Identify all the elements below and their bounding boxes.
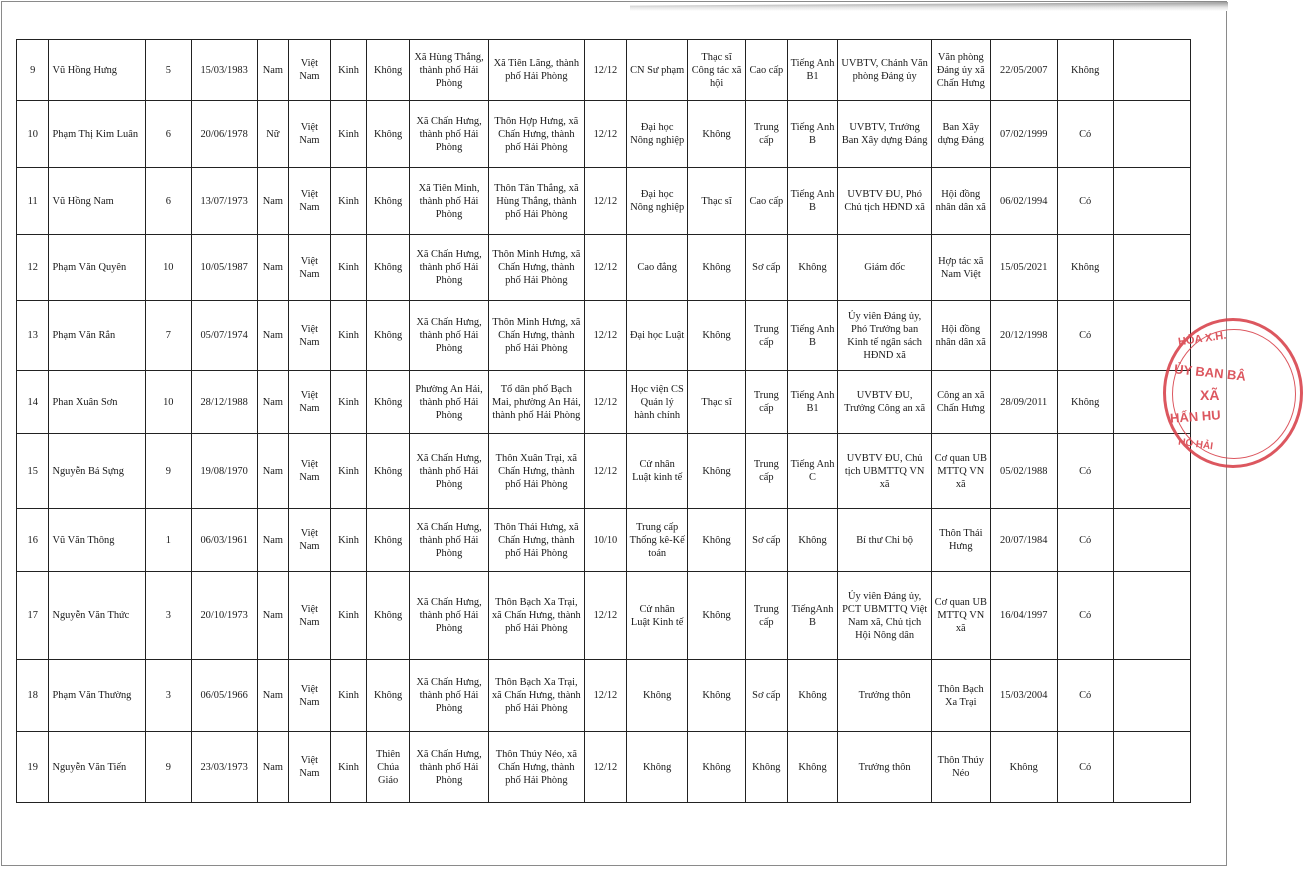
- cell-position: Ủy viên Đảng ủy, PCT UBMTTQ Việt Nam xã, Chủ tịch Hội Nông dân: [838, 572, 931, 660]
- cell-academic-degree: Thạc sĩ Công tác xã hội: [688, 40, 746, 101]
- cell-hometown: Xã Hùng Thắng, thành phố Hải Phòng: [409, 40, 488, 101]
- cell-number: 1: [145, 509, 191, 572]
- cell-position: UVBTV, Trưởng Ban Xây dựng Đảng: [838, 101, 931, 168]
- cell-professional-degree: Cử nhân Luật Kinh tế: [627, 572, 688, 660]
- cell-full-name: Vũ Hồng Hưng: [49, 40, 145, 101]
- cell-party-join-date: 20/07/1984: [990, 509, 1057, 572]
- cell-hometown: Xã Tiên Minh, thành phố Hải Phòng: [409, 168, 488, 235]
- cell-nationality: Việt Nam: [289, 371, 331, 434]
- cell-party-join-date: Không: [990, 732, 1057, 803]
- cell-birth-date: 23/03/1973: [191, 732, 257, 803]
- cell-birth-date: 06/05/1966: [191, 660, 257, 732]
- cell-hometown: Xã Chấn Hưng, thành phố Hải Phòng: [409, 732, 488, 803]
- cell-academic-degree: Thạc sĩ: [688, 168, 746, 235]
- cell-birth-date: 10/05/1987: [191, 235, 257, 301]
- cell-council-delegate: Có: [1057, 168, 1113, 235]
- cell-professional-degree: Không: [627, 660, 688, 732]
- cell-general-education: 12/12: [584, 301, 627, 371]
- cell-political-theory: Trung cấp: [746, 101, 788, 168]
- table-row: [17, 168, 1191, 235]
- cell-gender: Nam: [257, 732, 288, 803]
- cell-ethnicity: Kinh: [330, 40, 367, 101]
- cell-general-education: 10/10: [584, 509, 627, 572]
- cell-ethnicity: Kinh: [330, 572, 367, 660]
- cell-nationality: Việt Nam: [289, 509, 331, 572]
- cell-residence: Thôn Thúy Néo, xã Chấn Hưng, thành phố Hải Phòng: [489, 732, 584, 803]
- seal-text-2: ỦY BAN BÂ: [1173, 361, 1247, 384]
- cell-general-education: 12/12: [584, 434, 627, 509]
- cell-ethnicity: Kinh: [330, 371, 367, 434]
- cell-gender: Nam: [257, 434, 288, 509]
- cell-workplace: Thôn Thúy Néo: [931, 732, 990, 803]
- cell-gender: Nam: [257, 371, 288, 434]
- cell-hometown: Xã Chấn Hưng, thành phố Hải Phòng: [409, 301, 488, 371]
- cell-residence: Thôn Bạch Xa Trại, xã Chấn Hưng, thành phố Hải Phòng: [489, 660, 584, 732]
- cell-full-name: Phạm Văn Quyên: [49, 235, 145, 301]
- cell-professional-degree: Đại học Luật: [627, 301, 688, 371]
- cell-general-education: 12/12: [584, 572, 627, 660]
- cell-religion: Không: [367, 168, 410, 235]
- cell-political-theory: Trung cấp: [746, 572, 788, 660]
- cell-professional-degree: CN Sư phạm: [627, 40, 688, 101]
- cell-foreign-language: Không: [787, 660, 838, 732]
- cell-academic-degree: Không: [688, 434, 746, 509]
- cell-party-join-date: 06/02/1994: [990, 168, 1057, 235]
- cell-position: Ủy viên Đảng ủy, Phó Trưởng ban Kinh tế ngân sách HĐND xã: [838, 301, 931, 371]
- cell-foreign-language: Không: [787, 235, 838, 301]
- cell-gender: Nam: [257, 235, 288, 301]
- cell-workplace: Hội đồng nhân dân xã: [931, 301, 990, 371]
- cell-political-theory: Sơ cấp: [746, 509, 788, 572]
- cell-position: UVBTV ĐU, Chủ tịch UBMTTQ VN xã: [838, 434, 931, 509]
- cell-hometown: Xã Chấn Hưng, thành phố Hải Phòng: [409, 572, 488, 660]
- cell-academic-degree: Thạc sĩ: [688, 371, 746, 434]
- cell-foreign-language: Tiếng Anh B1: [787, 371, 838, 434]
- cell-hometown: Phường An Hải, thành phố Hải Phòng: [409, 371, 488, 434]
- cell-party-join-date: 28/09/2011: [990, 371, 1057, 434]
- cell-stt: 10: [17, 101, 49, 168]
- cell-full-name: Nguyễn Văn Thức: [49, 572, 145, 660]
- cell-foreign-language: Không: [787, 732, 838, 803]
- cell-birth-date: 06/03/1961: [191, 509, 257, 572]
- cell-notes: [1113, 168, 1190, 235]
- cell-ethnicity: Kinh: [330, 168, 367, 235]
- cell-hometown: Xã Chấn Hưng, thành phố Hải Phòng: [409, 235, 488, 301]
- cell-party-join-date: 07/02/1999: [990, 101, 1057, 168]
- cell-notes: [1113, 40, 1190, 101]
- cell-political-theory: Trung cấp: [746, 371, 788, 434]
- cell-professional-degree: Đại học Nông nghiệp: [627, 101, 688, 168]
- cell-workplace: Thôn Thái Hưng: [931, 509, 990, 572]
- cell-birth-date: 20/06/1978: [191, 101, 257, 168]
- candidate-table: [16, 39, 1191, 803]
- table-row: [17, 301, 1191, 371]
- cell-number: 10: [145, 235, 191, 301]
- cell-religion: Thiên Chúa Giáo: [367, 732, 410, 803]
- cell-workplace: Văn phòng Đảng ủy xã Chấn Hưng: [931, 40, 990, 101]
- cell-foreign-language: Tiếng Anh C: [787, 434, 838, 509]
- cell-birth-date: 05/07/1974: [191, 301, 257, 371]
- cell-party-join-date: 05/02/1988: [990, 434, 1057, 509]
- cell-council-delegate: Không: [1057, 40, 1113, 101]
- cell-nationality: Việt Nam: [289, 434, 331, 509]
- cell-ethnicity: Kinh: [330, 434, 367, 509]
- cell-nationality: Việt Nam: [289, 732, 331, 803]
- cell-full-name: Nguyễn Văn Tiến: [49, 732, 145, 803]
- cell-stt: 14: [17, 371, 49, 434]
- cell-political-theory: Cao cấp: [746, 168, 788, 235]
- cell-council-delegate: Có: [1057, 509, 1113, 572]
- cell-council-delegate: Không: [1057, 371, 1113, 434]
- cell-stt: 19: [17, 732, 49, 803]
- cell-foreign-language: Tiếng Anh B: [787, 101, 838, 168]
- cell-notes: [1113, 235, 1190, 301]
- cell-gender: Nam: [257, 40, 288, 101]
- cell-ethnicity: Kinh: [330, 660, 367, 732]
- cell-nationality: Việt Nam: [289, 40, 331, 101]
- cell-nationality: Việt Nam: [289, 301, 331, 371]
- cell-religion: Không: [367, 371, 410, 434]
- cell-council-delegate: Có: [1057, 572, 1113, 660]
- table-row: [17, 434, 1191, 509]
- cell-religion: Không: [367, 101, 410, 168]
- cell-religion: Không: [367, 235, 410, 301]
- cell-foreign-language: Không: [787, 509, 838, 572]
- cell-position: Trưởng thôn: [838, 732, 931, 803]
- cell-gender: Nữ: [257, 101, 288, 168]
- table-row: [17, 572, 1191, 660]
- cell-council-delegate: Có: [1057, 434, 1113, 509]
- cell-position: UVBTV ĐU, Phó Chủ tịch HĐND xã: [838, 168, 931, 235]
- cell-workplace: Công an xã Chấn Hưng: [931, 371, 990, 434]
- cell-residence: Thôn Minh Hưng, xã Chấn Hưng, thành phố Hải Phòng: [489, 235, 584, 301]
- cell-academic-degree: Không: [688, 301, 746, 371]
- cell-religion: Không: [367, 660, 410, 732]
- cell-full-name: Phạm Thị Kim Luân: [49, 101, 145, 168]
- cell-residence: Thôn Hợp Hưng, xã Chấn Hưng, thành phố Hải Phòng: [489, 101, 584, 168]
- cell-notes: [1113, 732, 1190, 803]
- cell-number: 6: [145, 101, 191, 168]
- cell-professional-degree: Không: [627, 732, 688, 803]
- cell-political-theory: Cao cấp: [746, 40, 788, 101]
- cell-general-education: 12/12: [584, 235, 627, 301]
- cell-party-join-date: 15/05/2021: [990, 235, 1057, 301]
- cell-professional-degree: Cao đẳng: [627, 235, 688, 301]
- cell-residence: Thôn Tân Thắng, xã Hùng Thắng, thành phố Hải Phòng: [489, 168, 584, 235]
- cell-birth-date: 13/07/1973: [191, 168, 257, 235]
- seal-text-1: HÒA X.H.: [1177, 329, 1228, 349]
- cell-residence: Thôn Minh Hưng, xã Chấn Hưng, thành phố Hải Phòng: [489, 301, 584, 371]
- cell-residence: Thôn Thái Hưng, xã Chấn Hưng, thành phố Hải Phòng: [489, 509, 584, 572]
- table-row: [17, 235, 1191, 301]
- cell-political-theory: Trung cấp: [746, 301, 788, 371]
- cell-position: UVBTV, Chánh Văn phòng Đảng ủy: [838, 40, 931, 101]
- cell-professional-degree: Đại học Nông nghiệp: [627, 168, 688, 235]
- cell-number: 3: [145, 660, 191, 732]
- cell-number: 3: [145, 572, 191, 660]
- cell-nationality: Việt Nam: [289, 101, 331, 168]
- cell-notes: [1113, 509, 1190, 572]
- cell-notes: [1113, 572, 1190, 660]
- cell-full-name: Vũ Văn Thông: [49, 509, 145, 572]
- cell-workplace: Cơ quan UB MTTQ VN xã: [931, 572, 990, 660]
- cell-foreign-language: TiếngAnh B: [787, 572, 838, 660]
- cell-residence: Tổ dân phố Bạch Mai, phường An Hải, thành phố Hải Phòng: [489, 371, 584, 434]
- cell-workplace: Thôn Bạch Xa Trại: [931, 660, 990, 732]
- cell-stt: 11: [17, 168, 49, 235]
- seal-text-3: XÃ: [1200, 387, 1220, 403]
- cell-stt: 18: [17, 660, 49, 732]
- cell-position: Bí thư Chi bộ: [838, 509, 931, 572]
- cell-professional-degree: Trung cấp Thống kê-Kế toán: [627, 509, 688, 572]
- cell-religion: Không: [367, 40, 410, 101]
- cell-workplace: Cơ quan UB MTTQ VN xã: [931, 434, 990, 509]
- seal-text-4: HẤN HU: [1169, 407, 1222, 426]
- cell-professional-degree: Học viện CS Quản lý hành chính: [627, 371, 688, 434]
- cell-gender: Nam: [257, 572, 288, 660]
- cell-foreign-language: Tiếng Anh B1: [787, 40, 838, 101]
- cell-ethnicity: Kinh: [330, 509, 367, 572]
- cell-full-name: Phan Xuân Sơn: [49, 371, 145, 434]
- cell-notes: [1113, 660, 1190, 732]
- cell-stt: 15: [17, 434, 49, 509]
- cell-foreign-language: Tiếng Anh B: [787, 168, 838, 235]
- cell-general-education: 12/12: [584, 371, 627, 434]
- cell-residence: Thôn Bạch Xa Trại, xã Chấn Hưng, thành phố Hải Phòng: [489, 572, 584, 660]
- cell-workplace: Ban Xây dựng Đảng: [931, 101, 990, 168]
- cell-religion: Không: [367, 301, 410, 371]
- table-row: [17, 660, 1191, 732]
- cell-nationality: Việt Nam: [289, 168, 331, 235]
- cell-party-join-date: 16/04/1997: [990, 572, 1057, 660]
- cell-council-delegate: Có: [1057, 732, 1113, 803]
- cell-academic-degree: Không: [688, 101, 746, 168]
- cell-number: 7: [145, 301, 191, 371]
- cell-full-name: Nguyễn Bá Sựng: [49, 434, 145, 509]
- table-body: [17, 40, 1191, 803]
- cell-workplace: Hội đồng nhân dân xã: [931, 168, 990, 235]
- cell-party-join-date: 20/12/1998: [990, 301, 1057, 371]
- cell-religion: Không: [367, 434, 410, 509]
- cell-number: 10: [145, 371, 191, 434]
- cell-gender: Nam: [257, 301, 288, 371]
- cell-professional-degree: Cử nhân Luật kinh tế: [627, 434, 688, 509]
- cell-hometown: Xã Chấn Hưng, thành phố Hải Phòng: [409, 434, 488, 509]
- cell-academic-degree: Không: [688, 732, 746, 803]
- cell-council-delegate: Không: [1057, 235, 1113, 301]
- cell-council-delegate: Có: [1057, 660, 1113, 732]
- cell-academic-degree: Không: [688, 509, 746, 572]
- cell-birth-date: 20/10/1973: [191, 572, 257, 660]
- cell-number: 5: [145, 40, 191, 101]
- cell-general-education: 12/12: [584, 101, 627, 168]
- official-red-seal: [1163, 318, 1303, 468]
- cell-political-theory: Trung cấp: [746, 434, 788, 509]
- table-row: [17, 732, 1191, 803]
- cell-hometown: Xã Chấn Hưng, thành phố Hải Phòng: [409, 660, 488, 732]
- cell-birth-date: 28/12/1988: [191, 371, 257, 434]
- table-row: [17, 509, 1191, 572]
- cell-stt: 17: [17, 572, 49, 660]
- cell-gender: Nam: [257, 660, 288, 732]
- cell-political-theory: Sơ cấp: [746, 660, 788, 732]
- cell-position: UVBTV ĐU, Trưởng Công an xã: [838, 371, 931, 434]
- cell-religion: Không: [367, 509, 410, 572]
- cell-birth-date: 15/03/1983: [191, 40, 257, 101]
- cell-academic-degree: Không: [688, 660, 746, 732]
- cell-ethnicity: Kinh: [330, 235, 367, 301]
- cell-academic-degree: Không: [688, 572, 746, 660]
- cell-position: Giám đốc: [838, 235, 931, 301]
- cell-number: 6: [145, 168, 191, 235]
- cell-full-name: Phạm Văn Rắn: [49, 301, 145, 371]
- cell-general-education: 12/12: [584, 660, 627, 732]
- cell-religion: Không: [367, 572, 410, 660]
- cell-residence: Xã Tiên Lãng, thành phố Hải Phòng: [489, 40, 584, 101]
- cell-number: 9: [145, 732, 191, 803]
- cell-gender: Nam: [257, 168, 288, 235]
- cell-general-education: 12/12: [584, 40, 627, 101]
- cell-full-name: Vũ Hồng Nam: [49, 168, 145, 235]
- cell-foreign-language: Tiếng Anh B: [787, 301, 838, 371]
- cell-residence: Thôn Xuân Trại, xã Chấn Hưng, thành phố Hải Phòng: [489, 434, 584, 509]
- table-row: [17, 371, 1191, 434]
- cell-birth-date: 19/08/1970: [191, 434, 257, 509]
- cell-nationality: Việt Nam: [289, 572, 331, 660]
- cell-notes: [1113, 101, 1190, 168]
- cell-workplace: Hợp tác xã Nam Việt: [931, 235, 990, 301]
- cell-stt: 16: [17, 509, 49, 572]
- seal-text-5: HỎ HẢI: [1177, 436, 1214, 453]
- cell-ethnicity: Kinh: [330, 732, 367, 803]
- cell-ethnicity: Kinh: [330, 101, 367, 168]
- cell-gender: Nam: [257, 509, 288, 572]
- cell-council-delegate: Có: [1057, 101, 1113, 168]
- cell-party-join-date: 15/03/2004: [990, 660, 1057, 732]
- cell-full-name: Phạm Văn Thường: [49, 660, 145, 732]
- cell-hometown: Xã Chấn Hưng, thành phố Hải Phòng: [409, 509, 488, 572]
- cell-political-theory: Sơ cấp: [746, 235, 788, 301]
- cell-nationality: Việt Nam: [289, 660, 331, 732]
- table-row: [17, 101, 1191, 168]
- cell-stt: 9: [17, 40, 49, 101]
- cell-hometown: Xã Chấn Hưng, thành phố Hải Phòng: [409, 101, 488, 168]
- cell-general-education: 12/12: [584, 168, 627, 235]
- cell-party-join-date: 22/05/2007: [990, 40, 1057, 101]
- table-row: [17, 40, 1191, 101]
- cell-academic-degree: Không: [688, 235, 746, 301]
- cell-nationality: Việt Nam: [289, 235, 331, 301]
- cell-stt: 12: [17, 235, 49, 301]
- cell-general-education: 12/12: [584, 732, 627, 803]
- cell-council-delegate: Có: [1057, 301, 1113, 371]
- cell-stt: 13: [17, 301, 49, 371]
- cell-number: 9: [145, 434, 191, 509]
- cell-political-theory: Không: [746, 732, 788, 803]
- cell-position: Trưởng thôn: [838, 660, 931, 732]
- cell-ethnicity: Kinh: [330, 301, 367, 371]
